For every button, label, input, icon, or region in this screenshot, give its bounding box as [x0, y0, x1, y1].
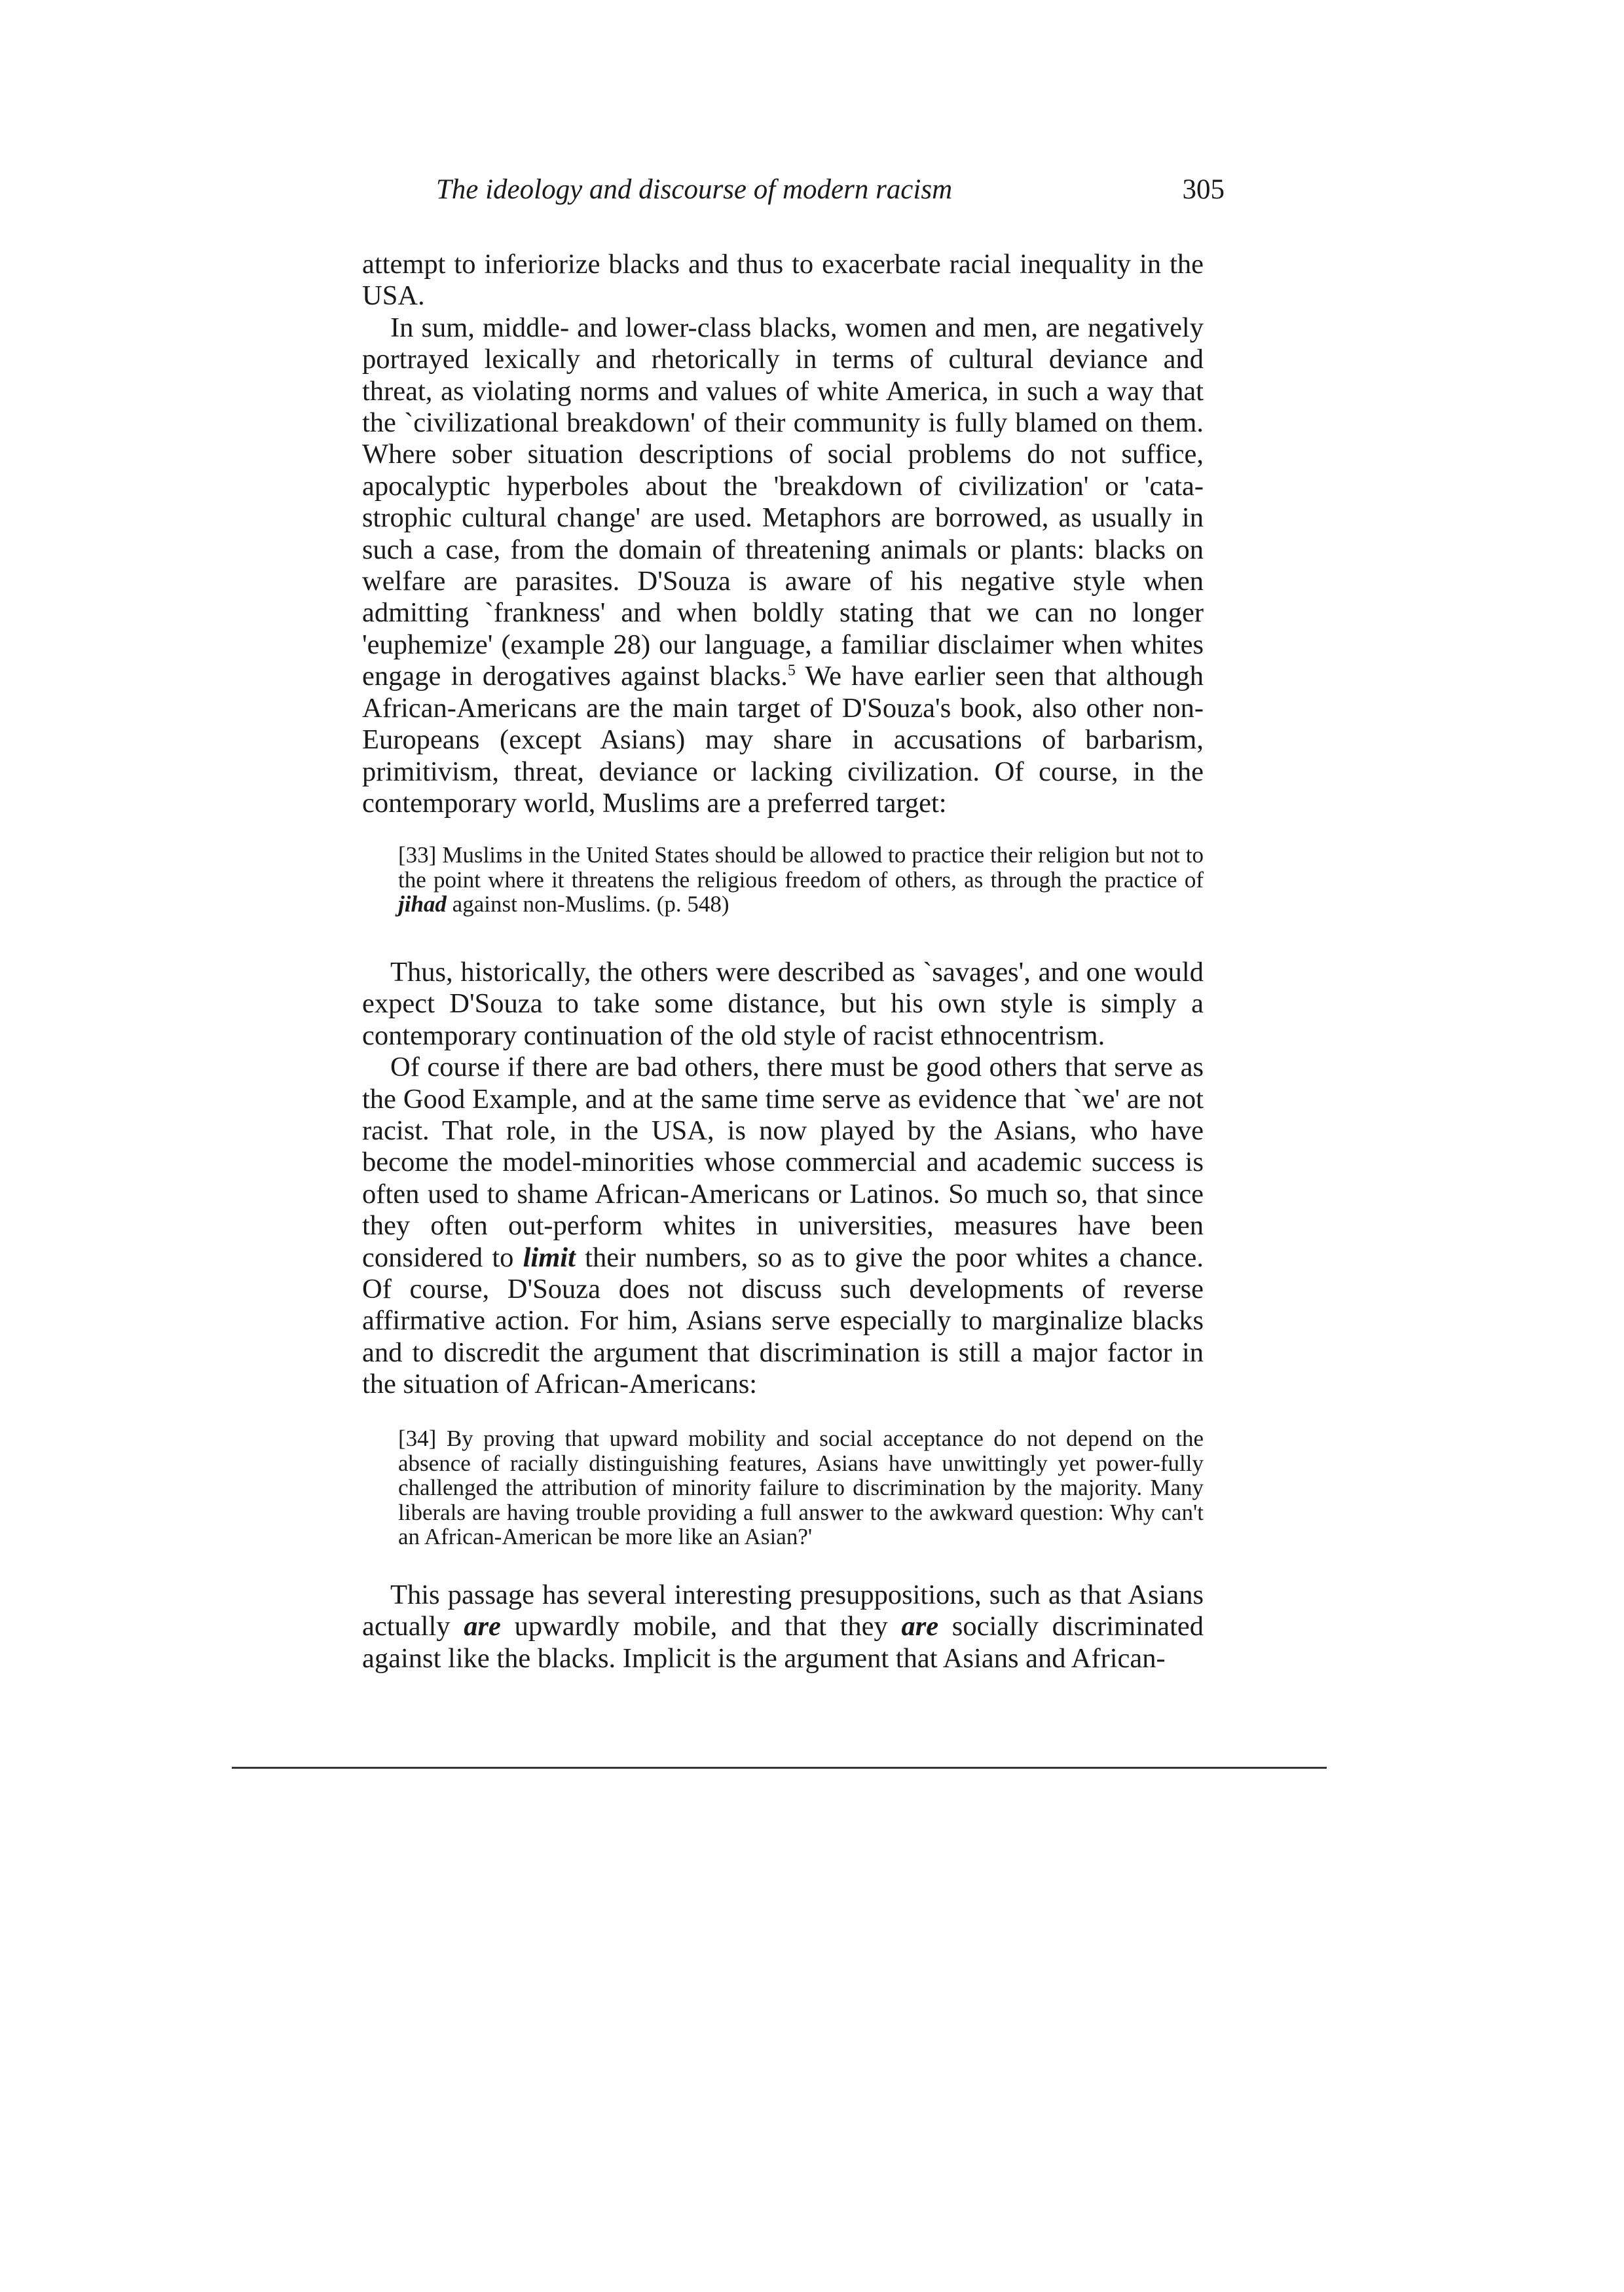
paragraph-1: attempt to inferiorize blacks and thus to exacerbate racial inequality in the USA.	[362, 249, 1204, 312]
paragraph-2-text-b: We have earlier seen that although African-Americans are the main target of D'Souza's book, also other non-Europeans (except Asians) may share in accusations of barbarism, primitivism, threat, deviance or lacking civilization. Of course, in the contemporary world, Muslims are a preferred target:	[362, 661, 1204, 819]
paragraph-4	[362, 1052, 1204, 1400]
body-text-upper	[362, 249, 1204, 819]
paragraph-5-italic-are-2: are	[901, 1611, 939, 1642]
page-number: 305	[1182, 174, 1225, 205]
paragraph-3: Thus, historically, the others were described as `savages', and one would expect D'Souza to take some distance, but his own style is simply a contemporary continuation of the old style of racist ethnocentrism.	[362, 957, 1204, 1051]
block-quote-33	[398, 843, 1204, 917]
running-title: The ideology and discourse of modern racism	[435, 174, 953, 205]
quote-33-text-b: against non-Muslims. (p. 548)	[446, 891, 729, 917]
quote-33-text	[398, 843, 1204, 917]
quote-33-text-a: [33] Muslims in the United States should be allowed to practice their religion but not to the point where it threatens the religious freedom of others, as through the practice of	[398, 842, 1204, 893]
body-text-middle	[362, 957, 1204, 1401]
paragraph-2	[362, 312, 1204, 820]
quote-34-text: [34] By proving that upward mobility and social acceptance do not depend on the absence of racially distinguishing features, Asians have unwittingly yet power-fully challenged the attribution of minority failure to discrimination by the majority. Many liberals are having trouble providing a full answer to the awkward question: Why can't an African-American be more like an Asian?'	[398, 1426, 1204, 1549]
paragraph-5-italic-are-1: are	[464, 1611, 501, 1642]
footnote-marker[interactable]: 5	[787, 662, 796, 680]
footer-rule	[232, 1767, 1327, 1769]
paragraph-5-text-c: socially discriminated against like the blacks. Implicit is the argument that Asians and African-	[362, 1611, 1204, 1674]
quote-33-italic-jihad: jihad	[398, 891, 447, 917]
paragraph-5	[362, 1580, 1204, 1674]
paragraph-4-text-b: their numbers, so as to give the poor whites a chance. Of course, D'Souza does not discuss such developments of reverse affirmative action. For him, Asians serve especially to marginalize blacks and to discredit the argument that discrimination is still a major factor in the situation of African-Americans:	[362, 1242, 1204, 1400]
body-text-lower	[362, 1580, 1204, 1674]
paragraph-4-italic-limit: limit	[523, 1242, 576, 1273]
paragraph-5-text-b: upwardly mobile, and that they	[500, 1611, 902, 1642]
paragraph-5-text-a: This passage has several interesting presuppositions, such as that Asians actually	[362, 1580, 1204, 1642]
paragraph-2-text-a: In sum, middle- and lower-class blacks, women and men, are negatively portrayed lexically and rhetorically in terms of cultural deviance and threat, as violating norms and values of white America, in such a way that the `civilizational breakdown' of their community is fully blamed on them. Where sober situation descriptions of social problems do not suffice, apocalyptic hyperboles about the 'breakdown of civilization' or 'cata-strophic cultural change' are used. Metaphors are borrowed, as usually in such a case, from the domain of threatening animals or plants: blacks on welfare are parasites. D'Souza is aware of his negative style when admitting `frankness' and when boldly stating that we can no longer 'euphemize' (example 28) our language, a familiar disclaimer when whites engage in derogatives against blacks.	[362, 312, 1204, 692]
block-quote-34	[398, 1426, 1204, 1549]
paragraph-4-text-a: Of course if there are bad others, there must be good others that serve as the Good Example, and at the same time serve as evidence that `we' are not racist. That role, in the USA, is now played by the Asians, who have become the model-minorities whose commercial and academic success is often used to shame African-Americans or Latinos. So much so, that since they often out-perform whites in universities, measures have been considered to	[362, 1052, 1204, 1273]
